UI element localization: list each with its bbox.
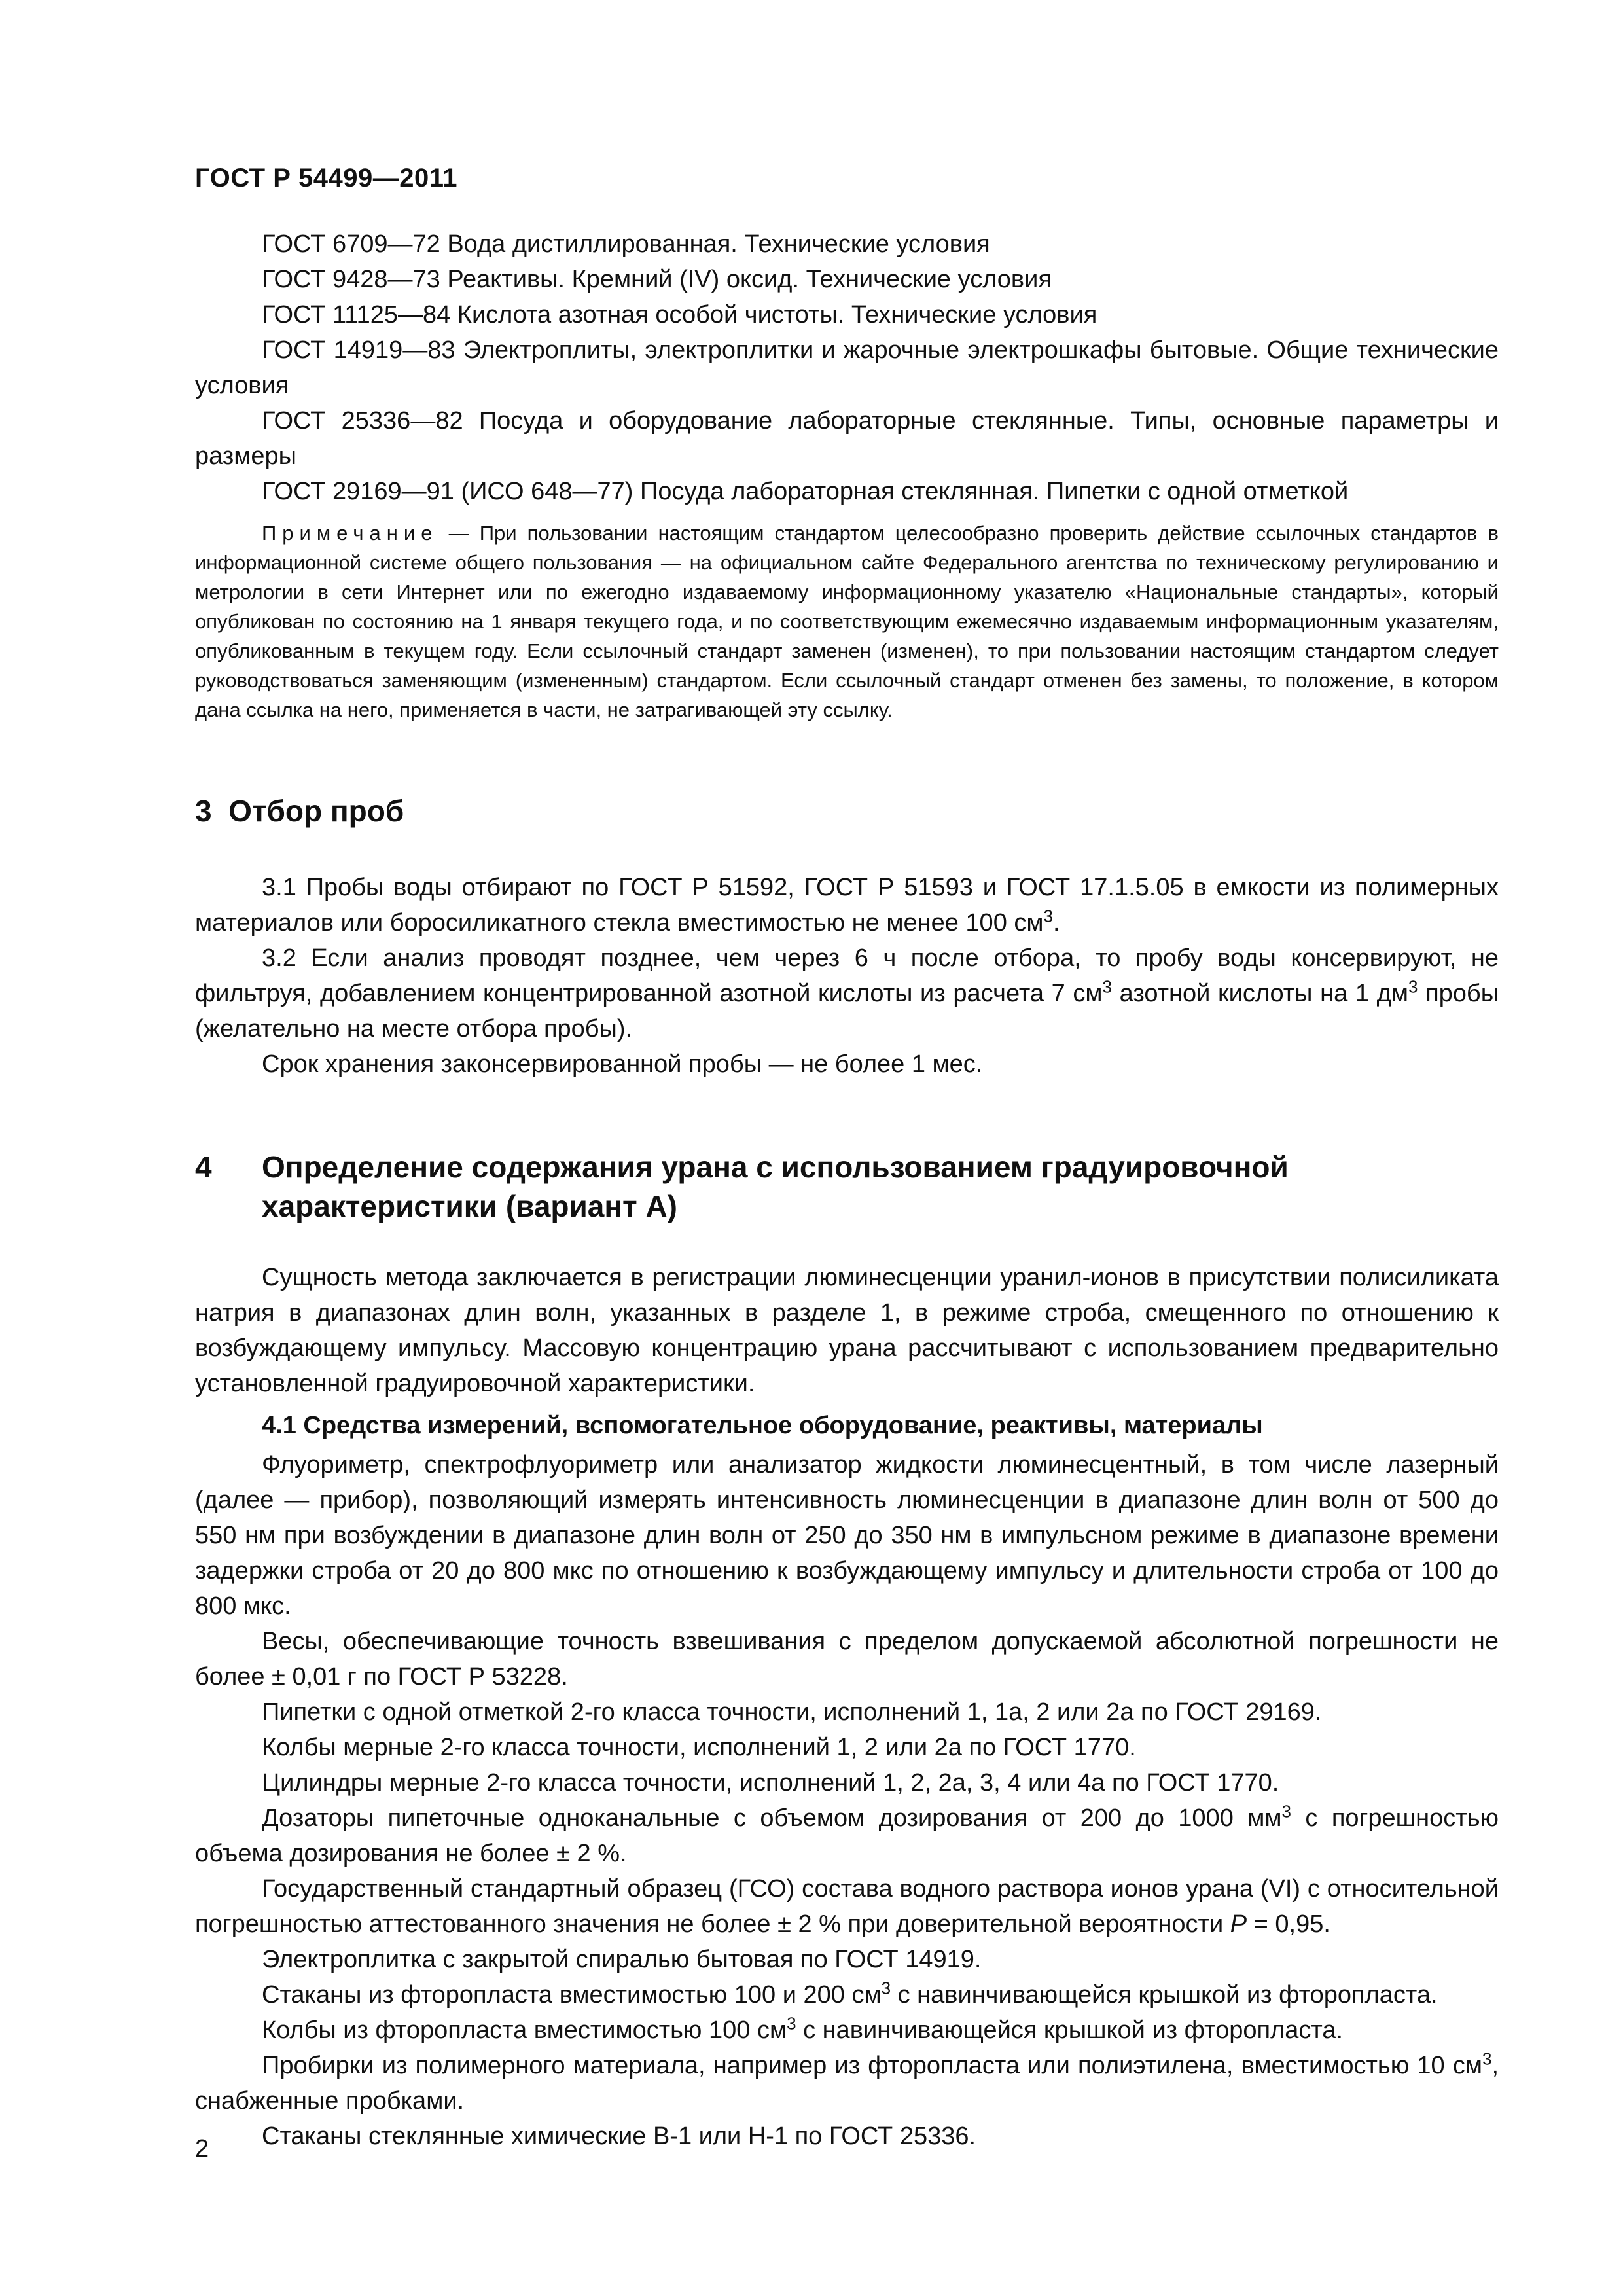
- paragraph-text: = 0,95.: [1247, 1910, 1330, 1938]
- superscript: 3: [1281, 1801, 1291, 1821]
- reference-code: ГОСТ 25336—82: [262, 407, 463, 435]
- reference-item: [195, 262, 1499, 297]
- item-ptfe-flasks: [195, 2013, 1499, 2048]
- paragraph-text: Колбы из фторопласта вместимостью 100 см: [262, 2017, 787, 2044]
- reference-code: ГОСТ 9428—73: [262, 266, 440, 293]
- paragraph-text: Пробирки из полимерного материала, например из фторопласта или полиэтилена, вместимостью 10 см: [262, 2052, 1482, 2079]
- document-body: [195, 226, 1499, 2154]
- reference-item: [195, 226, 1499, 262]
- reference-code: ГОСТ 29169—91 (ИСО 648—77): [262, 478, 633, 505]
- item-tubes: [195, 2048, 1499, 2119]
- paragraph-text: Государственный стандартный образец (ГСО) состава водного раствора ионов урана (VI) с относительной погрешностью аттестованного значения не более ± 2 % при доверительной вероятности: [195, 1875, 1499, 1938]
- paragraph-text: .: [1052, 909, 1060, 937]
- reference-code: ГОСТ 11125—84: [262, 301, 451, 329]
- reference-text: Кислота азотная особой чистоты. Технические условия: [457, 301, 1097, 329]
- reference-text: Электроплиты, электроплитки и жарочные электрошкафы бытовые. Общие технические условия: [195, 336, 1499, 399]
- superscript: 3: [1043, 906, 1053, 926]
- reference-text: Реактивы. Кремний (IV) оксид. Технические условия: [447, 266, 1052, 293]
- section-title: Определение содержания урана с использованием градуировочной характеристики (вариант А): [262, 1150, 1289, 1223]
- paragraph-text: Стаканы из фторопласта вместимостью 100 и 200 см: [262, 1981, 882, 2009]
- reference-text: Посуда и оборудование лабораторные стеклянные. Типы, основные параметры и размеры: [195, 407, 1499, 470]
- item-dosers: [195, 1801, 1499, 1871]
- item-flasks: Колбы мерные 2-го класса точности, исполнений 1, 2 или 2а по ГОСТ 1770.: [262, 1734, 1136, 1761]
- reference-item: [195, 332, 1499, 403]
- reference-item: [195, 297, 1499, 332]
- page-number: 2: [195, 2135, 209, 2162]
- paragraph-text: Дозаторы пипеточные одноканальные с объемом дозирования от 200 до 1000 мм: [262, 1804, 1282, 1832]
- paragraph-storage: Срок хранения законсервированной пробы — не более 1 мес.: [262, 1050, 983, 1078]
- superscript: 3: [1102, 977, 1112, 997]
- item-stove: Электроплитка с закрытой спиралью бытовая по ГОСТ 14919.: [262, 1946, 982, 1973]
- section-title: Отбор проб: [228, 794, 404, 828]
- paragraph-text: азотной кислоты на 1 дм: [1111, 980, 1408, 1007]
- reference-text: Вода дистиллированная. Технические условия: [447, 230, 990, 258]
- paragraph-method-essence: Сущность метода заключается в регистрации люминесценции уранил-ионов в присутствии полисиликата натрия в диапазонах длин волн, указанных в разделе 1, в режиме строба, смещенного по отношению к возбуждающему импульсу. Массовую концентрацию урана рассчитывают с использованием предварительно установленной градуировочной характеристики.: [195, 1264, 1499, 1397]
- reference-text: Посуда лабораторная стеклянная. Пипетки с одной отметкой: [640, 478, 1349, 505]
- superscript: 3: [881, 1978, 891, 1998]
- reference-code: ГОСТ 14919—83: [262, 336, 455, 364]
- paragraph-text: с погрешностью объема дозирования не более ± 2 %.: [195, 1804, 1499, 1867]
- paragraph-text: 3.2 Если анализ проводят позднее, чем через 6 ч после отбора, то пробу воды консервируют, не фильтруя, добавлением концентрированной азотной кислоты из расчета 7 см: [195, 944, 1499, 1007]
- reference-item: [195, 403, 1499, 474]
- paragraph-3-2: [195, 941, 1499, 1047]
- paragraph-text: 3.1 Пробы воды отбирают по ГОСТ Р 51592, ГОСТ Р 51593 и ГОСТ 17.1.5.05 в емкости из полимерных материалов или боросиликатного стекла вместимостью не менее 100 см: [195, 874, 1499, 937]
- superscript: 3: [1408, 977, 1418, 997]
- section-3-heading: [195, 791, 1499, 831]
- item-glass-beakers: Стаканы стеклянные химические В-1 или Н-1 по ГОСТ 25336.: [262, 2123, 976, 2150]
- subsection-4-1-heading: 4.1 Средства измерений, вспомогательное оборудование, реактивы, материалы: [262, 1412, 1263, 1439]
- paragraph-text: с навинчивающейся крышкой из фторопласта.: [796, 2017, 1344, 2044]
- superscript: 3: [787, 2013, 796, 2034]
- item-scales: Весы, обеспечивающие точность взвешивания с пределом допускаемой абсолютной погрешности не более ± 0,01 г по ГОСТ Р 53228.: [195, 1628, 1499, 1691]
- superscript: 3: [1482, 2049, 1492, 2069]
- reference-code: ГОСТ 6709—72: [262, 230, 440, 258]
- probability-symbol: P: [1230, 1910, 1247, 1938]
- note-paragraph: [195, 518, 1499, 725]
- paragraph-text: пробы (желательно на месте отбора пробы).: [195, 980, 1499, 1043]
- paragraph-text: , снабженные пробками.: [195, 2052, 1499, 2115]
- document-header: ГОСТ Р 54499—2011: [195, 164, 457, 192]
- item-fluorimeter: Флуориметр, спектрофлуориметр или анализатор жидкости люминесцентный, в том числе лазерный (далее — прибор), позволяющий измерять интенсивность люминесценции в диапазоне длин волн от 500 до 550 нм при возбуждении в диапазоне длин волн от 250 до 350 нм в импульсном режиме в диапазоне времени задержки строба от 20 до 800 мкс по отношению к возбуждающему импульсу и длительности строба от 100 до 800 мкс.: [195, 1451, 1499, 1620]
- section-number: 4: [195, 1150, 212, 1184]
- item-cylinders: Цилиндры мерные 2-го класса точности, исполнений 1, 2, 2а, 3, 4 или 4а по ГОСТ 1770.: [262, 1769, 1279, 1797]
- reference-item: [195, 474, 1499, 509]
- item-pipettes: Пипетки с одной отметкой 2-го класса точности, исполнений 1, 1а, 2 или 2а по ГОСТ 29169.: [262, 1698, 1322, 1726]
- item-ptfe-beakers: [195, 1977, 1499, 2013]
- note-label: Примечание: [262, 522, 438, 545]
- paragraph-3-1: [195, 870, 1499, 941]
- section-number: 3: [195, 794, 212, 828]
- paragraph-text: с навинчивающейся крышкой из фторопласта.: [891, 1981, 1438, 2009]
- item-gso: [195, 1871, 1499, 1942]
- note-text: — При пользовании настоящим стандартом целесообразно проверить действие ссылочных стандартов в информационной системе общего пользования — на официальном сайте Федерального агентства по техническому регулированию и метрологии в сети Интернет или по ежегодно издаваемому информационному указателю «Национальные стандарты», который опубликован по состоянию на 1 января текущего года, и по соответствующим ежемесячно издаваемым информационным указателям, опубликованным в текущем году. Если ссылочный стандарт заменен (изменен), то при пользовании настоящим стандартом следует руководствоваться заменяющим (измененным) стандартом. Если ссылочный стандарт отменен без замены, то положение, в котором дана ссылка на него, применяется в части, не затрагивающей эту ссылку.: [195, 522, 1499, 721]
- section-4-heading: [195, 1147, 1499, 1226]
